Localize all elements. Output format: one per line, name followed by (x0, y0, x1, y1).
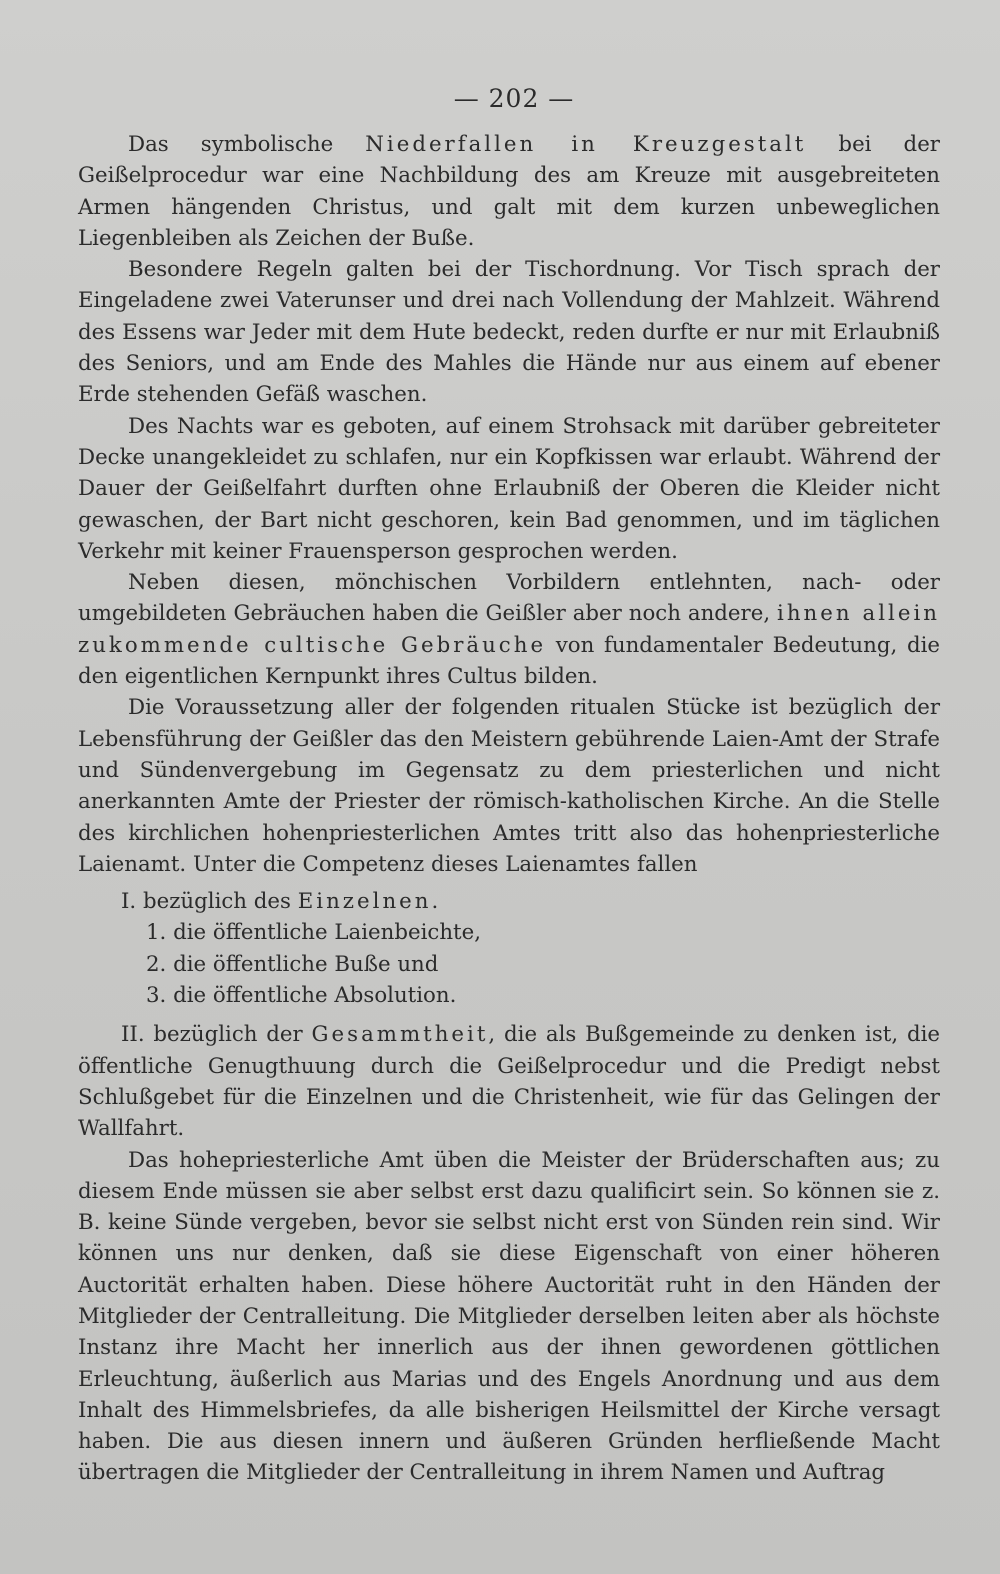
competence-list (78, 886, 940, 1011)
section-2-text-a: II. bezüglich der (121, 1022, 312, 1048)
section-2-text-b: , die als Bußgemeinde zu denken ist, die öffentliche Genugthuung durch die Geißelprocedur und die Predigt nebst Schlußgebet für die Einzelnen und die Christenheit, wie für das Gelingen der Wallfahrt. (78, 1022, 940, 1142)
paragraph-4-text-a: Neben diesen, mönchischen Vorbildern entlehnten, nach- oder umgebildeten Gebräuchen haben die Geißler aber noch andere, (78, 570, 940, 627)
list-item: 1. die öffentliche Laienbeichte, (146, 920, 481, 946)
section-2-spaced-text: Gesammtheit (311, 1022, 489, 1048)
list-item: 3. die öffentliche Absolution. (146, 983, 457, 1009)
paragraph-final: Das hohepriesterliche Amt üben die Meister der Brüderschaften aus; zu diesem Ende müssen sie aber selbst erst dazu qualificirt sein. So können sie z. B. keine Sünde vergeben, bevor sie selbst nicht erst von Sünden rein sind. Wir können uns nur denken, daß sie diese Eigenschaft von einer höheren Auctorität erhalten haben. Diese höhere Auctorität ruht in den Händen der Mitglieder der Centralleitung. Die Mitglieder derselben leiten aber als höchste Instanz ihre Macht her innerlich aus der ihnen gewordenen göttlichen Erleuchtung, äußerlich aus Marias und des Engels Anordnung und aus dem Inhalt des Himmelsbriefes, da alle bisherigen Heilsmittel der Kirche versagt haben. Die aus diesen innern und äußeren Gründen herfließende Macht übertragen die Mitglieder der Centralleitung in ihrem Namen und Auftrag (78, 1147, 940, 1486)
paragraph-4-text-b: von fundamentaler Bedeutung, die den eigentlichen Kernpunkt ihres Cultus bilden. (78, 632, 940, 690)
list-heading-text: I. bezüglich des (121, 889, 298, 915)
paragraph-3: Des Nachts war es geboten, auf einem Strohsack mit darüber gebreiteter Decke unangekleidet zu schlafen, nur ein Kopfkissen war erlaubt. Während der Dauer der Geißelfahrt durften ohne Erlaubniß der Oberen die Kleider nicht gewaschen, der Bart nicht geschoren, kein Bad genommen, und im täglichen Verkehr mit keiner Frauensperson gesprochen werden. (78, 413, 940, 564)
section-2-paragraph (78, 1019, 940, 1144)
paragraph-4 (78, 567, 940, 692)
list-heading-individual (78, 886, 940, 917)
paragraph-1 (78, 129, 940, 254)
paragraph-5: Die Voraussetzung aller der folgenden ritualen Stücke ist bezüglich der Lebensführung der Geißler das den Meistern gebührende Laien-Amt der Strafe und Sündenvergebung im Gegensatz zu dem priesterlichen und nicht anerkannten Amte der Priester der römisch-katholischen Kirche. An die Stelle des kirchlichen hohenpriesterlichen Amtes tritt also das hohenpriesterliche Laienamt. Unter die Competenz dieses Laienamtes fallen (78, 695, 940, 877)
list-heading-spaced-text: Einzelnen. (297, 889, 442, 915)
paragraph-1-text-b: bei der Geißelprocedur war eine Nachbildung des am Kreuze mit ausgebreiteten Armen hängenden Christus, und galt mit dem kurzen unbeweglichen Liegenbleiben als Zeichen der Buße. (78, 132, 940, 251)
paragraph-1-spaced-text: Niederfallen in Kreuzgestalt (365, 132, 807, 157)
page-number: — 202 — (453, 84, 575, 113)
page-body (78, 129, 940, 1489)
paragraph-2: Besondere Regeln galten bei der Tischordnung. Vor Tisch sprach der Eingeladene zwei Vaterunser und drei nach Vollendung der Mahlzeit. Während des Essens war Jeder mit dem Hute bedeckt, reden durfte er nur mit Erlaubniß des Seniors, und am Ende des Mahles die Hände nur aus einem auf ebener Erde stehenden Gefäß waschen. (78, 257, 940, 408)
paragraph-4-spaced-text: ihnen allein zukommende cultische Gebräuche (78, 601, 940, 658)
paragraph-1-text-a: Das symbolische (128, 132, 366, 157)
list-item: 2. die öffentliche Buße und (146, 951, 439, 977)
